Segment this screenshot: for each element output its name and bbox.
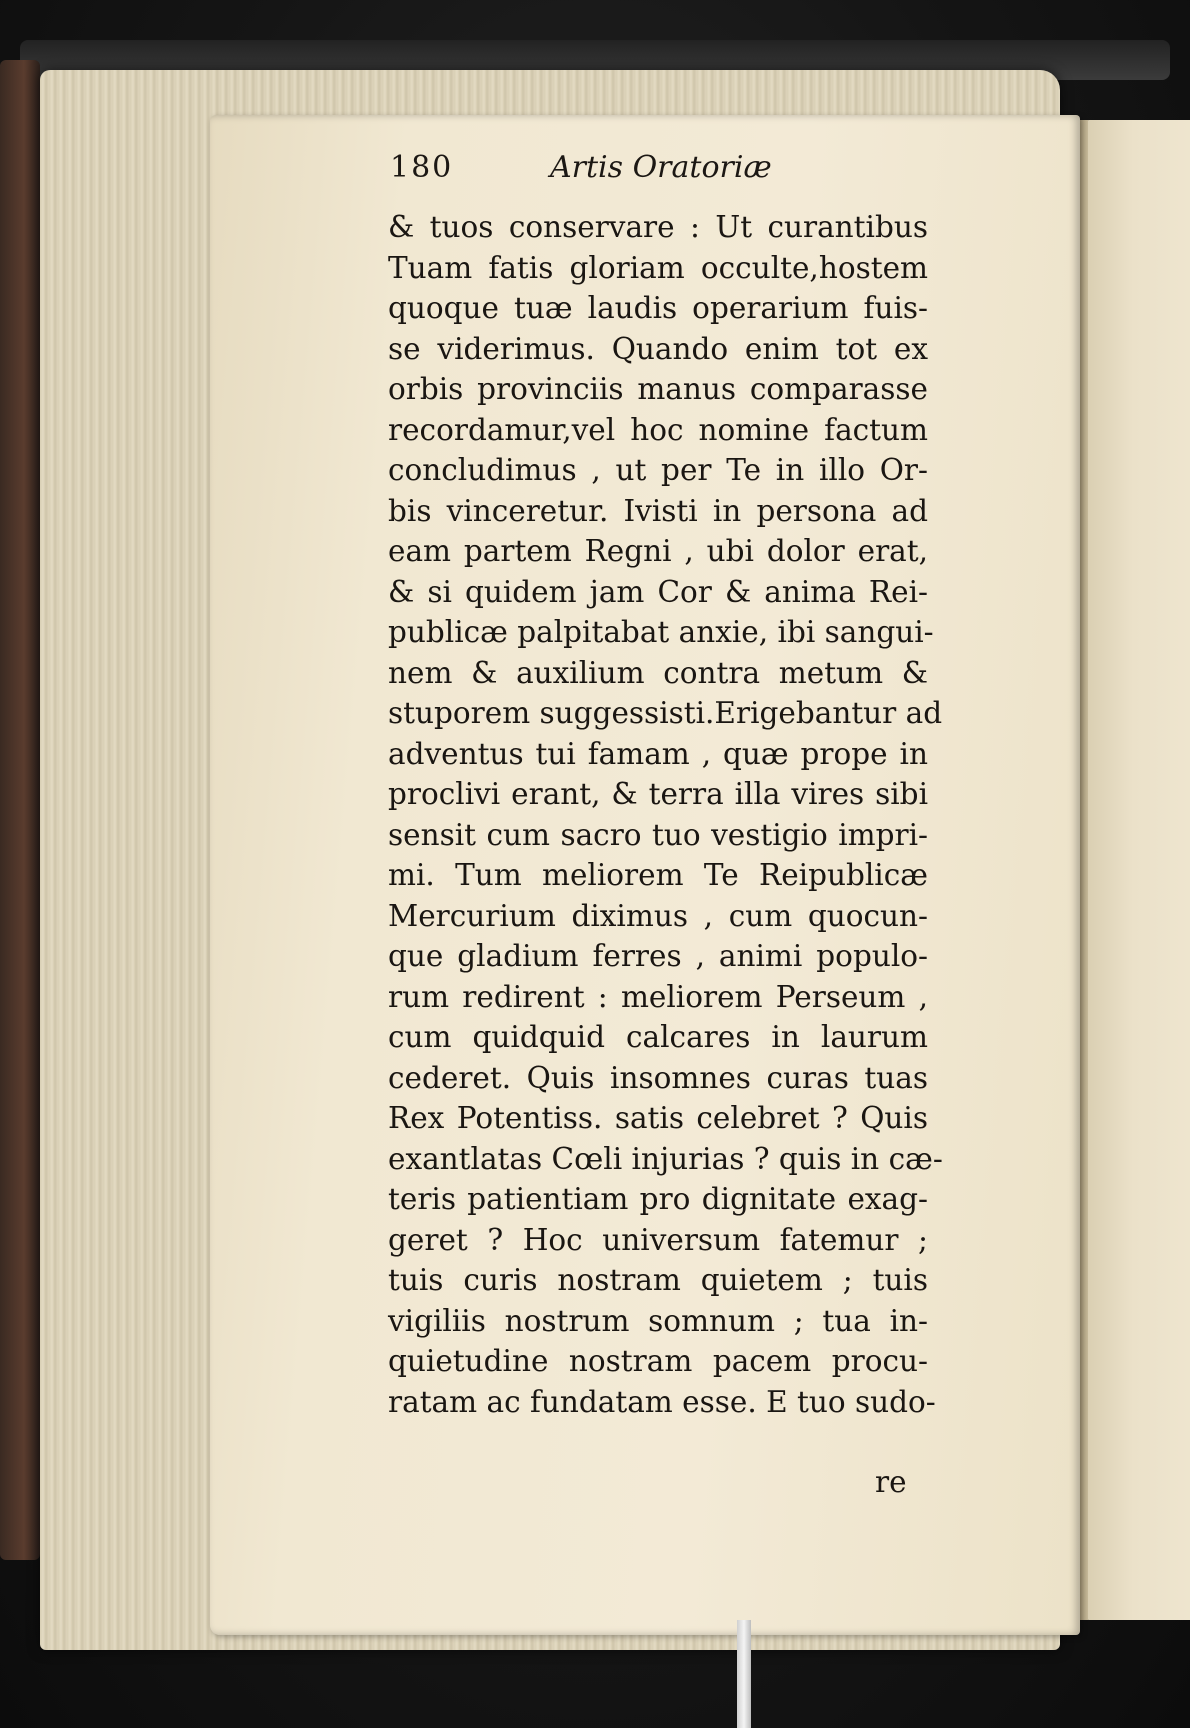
- text-line: Mercurium diximus , cum quocun-: [388, 898, 928, 933]
- text-line: proclivi erant, & terra illa vires sibi: [388, 777, 928, 811]
- text-line: & tuos conservare : Ut curantibus: [388, 210, 928, 244]
- book-cover-spine: [0, 60, 40, 1560]
- text-line: ratam ac fundatam esse. E tuo sudo-: [388, 1384, 936, 1419]
- catchword: re: [875, 1465, 907, 1499]
- text-line: recordamur,vel hoc nomine factum: [388, 412, 928, 447]
- text-line: publicæ palpitabat anxie, ibi sangui-: [388, 615, 934, 649]
- text-line: teris patientiam pro dignitate exag-: [388, 1182, 928, 1216]
- text-line: orbis provinciis manus comparasse: [388, 372, 928, 406]
- page-header: [390, 150, 1010, 190]
- bookmark-ribbon: [737, 1620, 751, 1728]
- text-line: rum redirent : meliorem Perseum ,: [388, 979, 928, 1014]
- text-line: & si quidem jam Cor & anima Rei-: [388, 574, 928, 609]
- text-line: quoque tuæ laudis operarium fuis-: [388, 291, 928, 325]
- text-line: cederet. Quis insomnes curas tuas: [388, 1060, 928, 1095]
- text-line: eam partem Regni , ubi dolor erat,: [388, 534, 928, 568]
- text-line: tuis curis nostram quietem ; tuis: [388, 1263, 928, 1297]
- text-line: bis vinceretur. Ivisti in persona ad: [388, 493, 928, 528]
- text-line: Rex Potentiss. satis celebret ? Quis: [388, 1101, 928, 1135]
- text-line: geret ? Hoc universum fatemur ;: [388, 1222, 928, 1257]
- text-line: cum quidquid calcares in laurum: [388, 1020, 928, 1054]
- page-number: 180: [390, 150, 454, 185]
- text-line: stuporem suggessisti.Erigebantur ad: [388, 696, 943, 730]
- text-line: adventus tui famam , quæ prope in: [388, 736, 928, 771]
- body-text: [388, 207, 943, 1422]
- running-title: Artis Oratoriæ: [550, 150, 772, 185]
- text-line: mi. Tum meliorem Te Reipublicæ: [388, 858, 928, 892]
- text-line: concludimus , ut per Te in illo Or-: [388, 453, 928, 487]
- facing-page: [1085, 120, 1190, 1620]
- text-line: nem & auxilium contra metum &: [388, 655, 928, 690]
- text-line: quietudine nostram pacem procu-: [388, 1344, 928, 1378]
- text-line: vigiliis nostrum somnum ; tua in-: [388, 1303, 928, 1338]
- text-line: se viderimus. Quando enim tot ex: [388, 331, 928, 366]
- text-line: que gladium ferres , animi populo-: [388, 939, 928, 973]
- text-line: exantlatas Cœli injurias ? quis in cæ-: [388, 1141, 943, 1176]
- text-line: sensit cum sacro tuo vestigio impri-: [388, 817, 928, 852]
- text-line: Tuam fatis gloriam occulte,hostem: [388, 250, 928, 285]
